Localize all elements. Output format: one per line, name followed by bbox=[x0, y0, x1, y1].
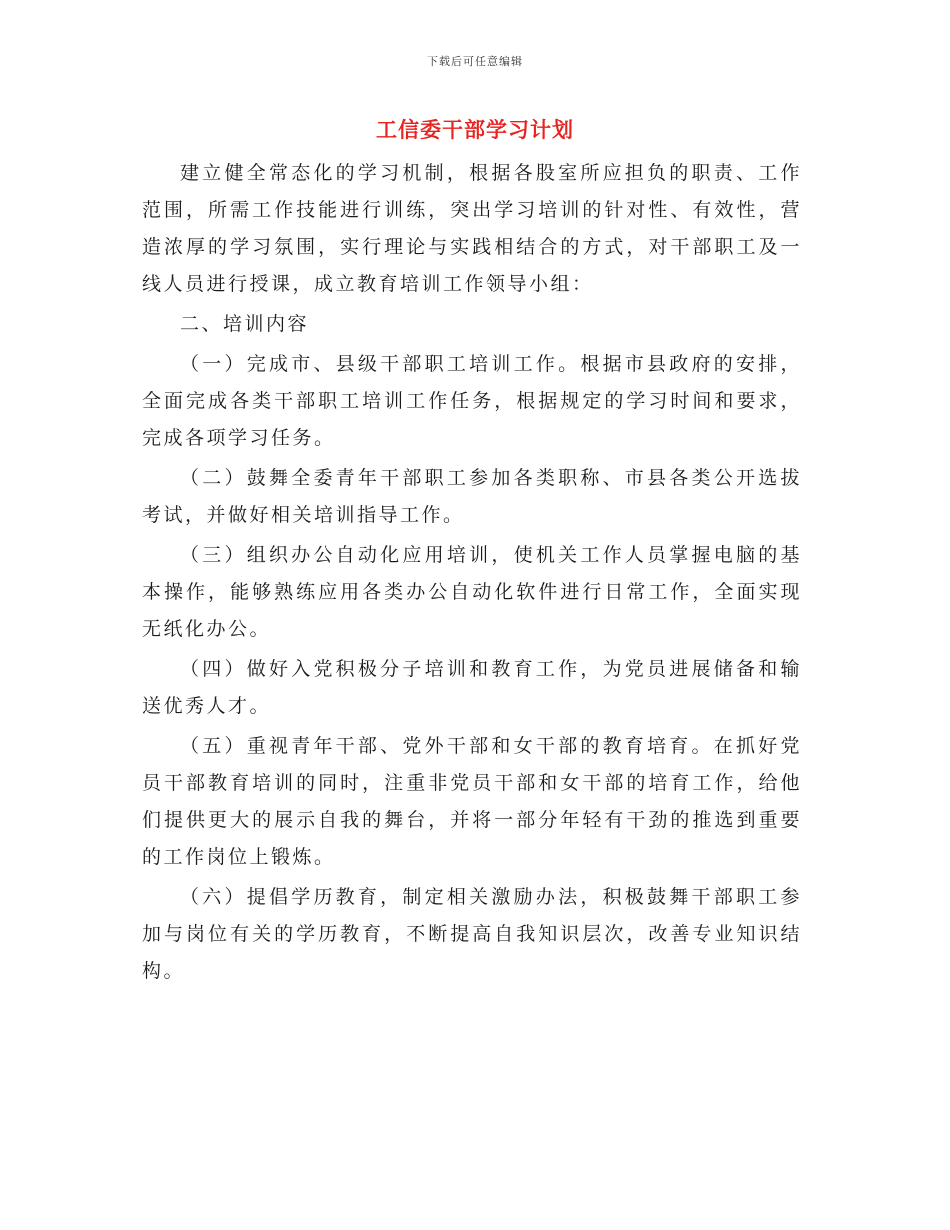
paragraph-item-1: （一）完成市、县级干部职工培训工作。根据市县政府的安排，全面完成各类干部职工培训工作任务，根据规定的学习时间和要求，完成各项学习任务。 bbox=[142, 353, 802, 449]
header-note: 下载后可任意编辑 bbox=[427, 55, 523, 68]
document-title: 工信委干部学习计划 bbox=[376, 117, 574, 142]
paragraph-item-6: （六）提倡学历教育，制定相关激励办法，积极鼓舞干部职工参加与岗位有关的学历教育，不断提高自我知识层次，改善专业知识结构。 bbox=[142, 886, 802, 982]
paragraph-item-2: （二）鼓舞全委青年干部职工参加各类职称、市县各类公开选拔考试，并做好相关培训指导工作。 bbox=[142, 467, 802, 526]
paragraph-intro: 建立健全常态化的学习机制，根据各股室所应担负的职责、工作范围，所需工作技能进行训练，突出学习培训的针对性、有效性，营造浓厚的学习氛围，实行理论与实践相结合的方式，对干部职工及一线人员进行授课，成立教育培训工作领导小组： bbox=[142, 162, 802, 295]
section-heading-training-content: 二、培训内容 bbox=[180, 313, 310, 335]
document-body bbox=[142, 155, 802, 993]
paragraph-item-3: （三）组织办公自动化应用培训，使机关工作人员掌握电脑的基本操作，能够熟练应用各类办公自动化软件进行日常工作，全面实现无纸化办公。 bbox=[142, 544, 802, 640]
paragraph-item-4: （四）做好入党积极分子培训和教育工作，为党员进展储备和输送优秀人才。 bbox=[142, 658, 802, 717]
paragraph-item-5: （五）重视青年干部、党外干部和女干部的教育培育。在抓好党员干部教育培训的同时，注重非党员干部和女干部的培育工作，给他们提供更大的展示自我的舞台，并将一部分年轻有干劲的推选到重要的工作岗位上锻炼。 bbox=[142, 735, 802, 868]
